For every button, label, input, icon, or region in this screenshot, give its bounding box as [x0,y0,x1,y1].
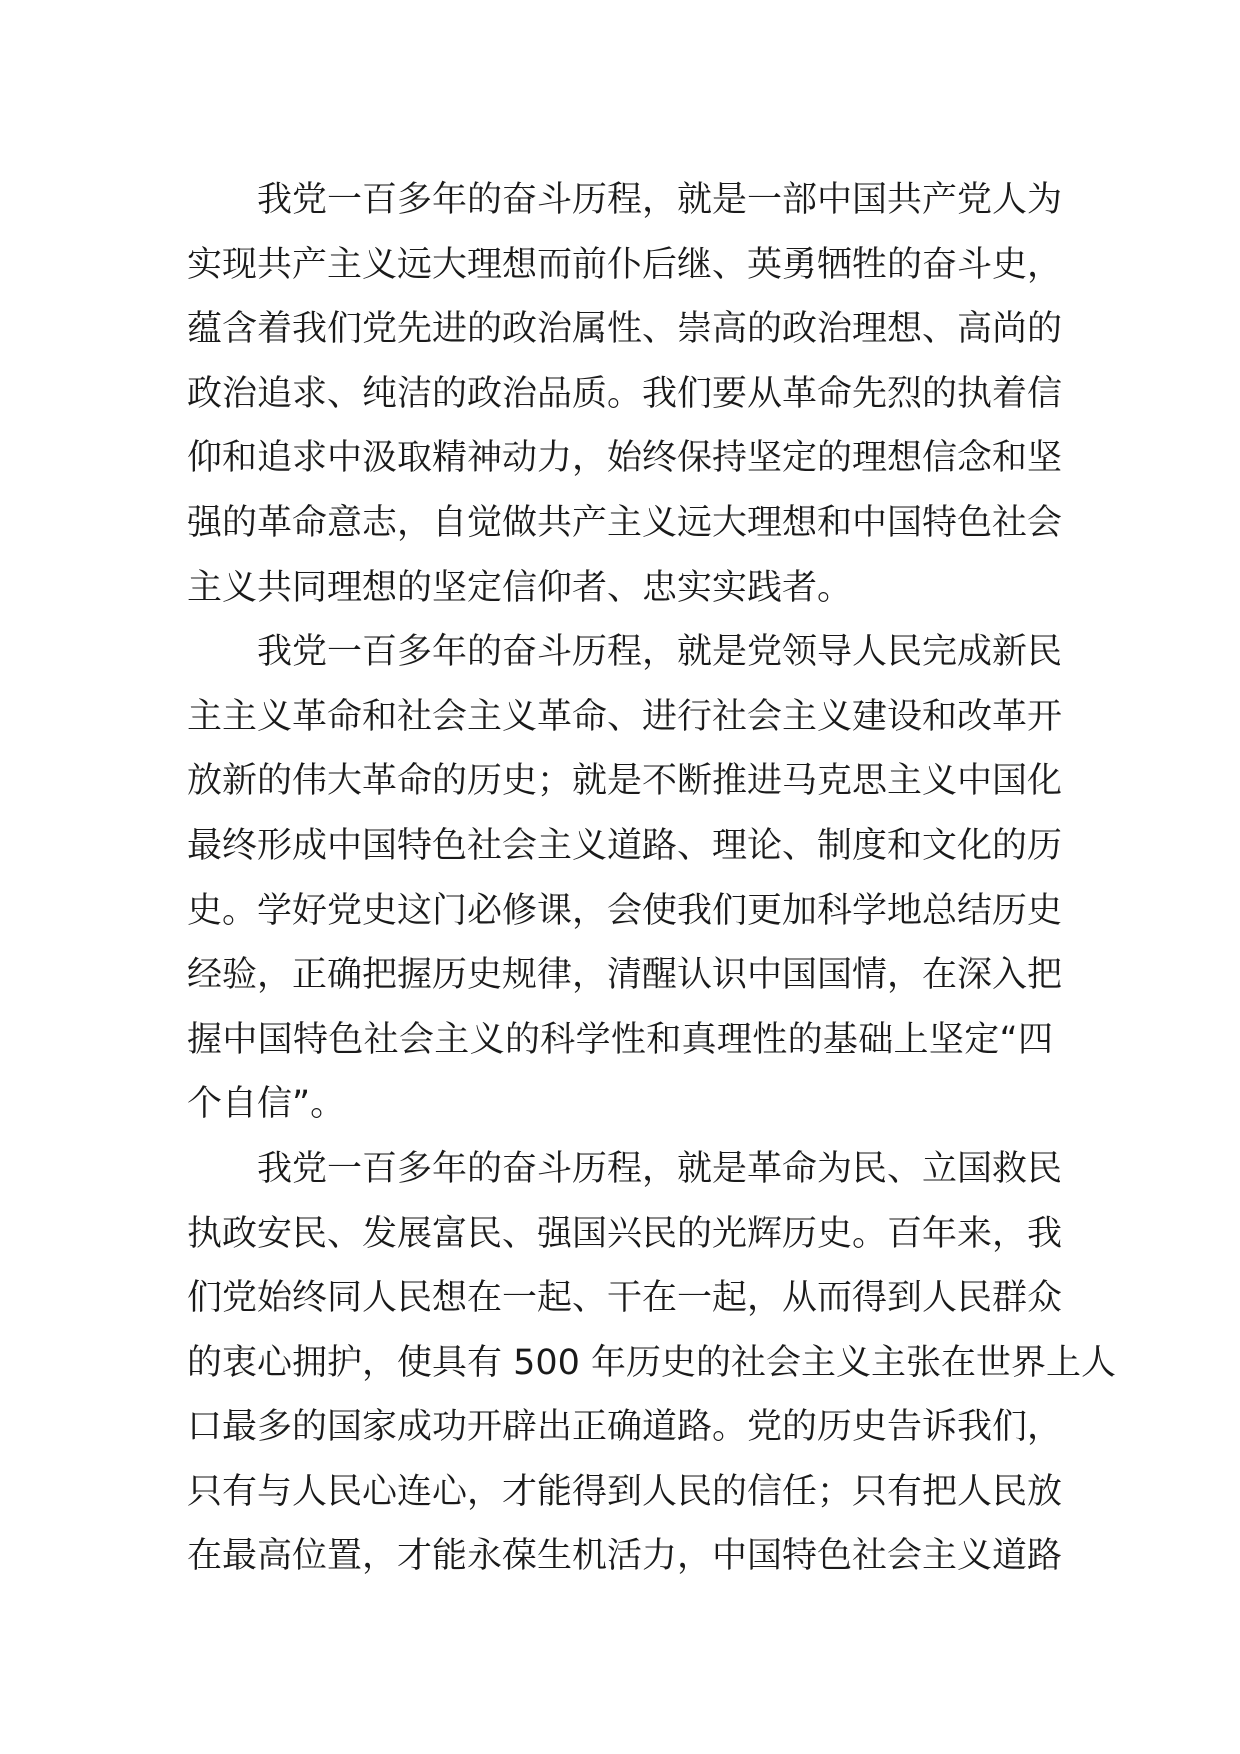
paragraph-1 [187,168,1063,620]
paragraph-line: 强的革命意志，自觉做共产主义远大理想和中国特色社会 [187,502,1063,543]
paragraph-line: 实现共产主义远大理想而前仆后继、英勇牺牲的奋斗史， [187,244,1063,285]
paragraph-line: 主义共同理想的坚定信仰者、忠实实践者。 [187,567,853,608]
paragraph-line: 口最多的国家成功开辟出正确道路。党的历史告诉我们， [187,1407,1063,1448]
paragraph-2 [187,620,1063,1137]
paragraph-line: 史。学好党史这门必修课，会使我们更加科学地总结历史 [187,890,1063,931]
paragraph-line: 政治追求、纯洁的政治品质。我们要从革命先烈的执着信 [187,373,1063,414]
paragraph-line: 最终形成中国特色社会主义道路、理论、制度和文化的历 [187,825,1063,866]
paragraph-line: 们党始终同人民想在一起、干在一起，从而得到人民群众 [187,1278,1063,1319]
paragraph-line: 只有与人民心连心，才能得到人民的信任；只有把人民放 [187,1471,1063,1512]
paragraph-line: 放新的伟大革命的历史；就是不断推进马克思主义中国化 [187,761,1063,802]
paragraph-line: 我党一百多年的奋斗历程，就是一部中国共产党人为 [257,180,1063,220]
paragraph-line: 经验，正确把握历史规律，清醒认识中国国情，在深入把 [187,955,1063,996]
paragraph-line: 在最高位置，才能永葆生机活力，中国特色社会主义道路 [187,1536,1063,1577]
paragraph-line: 握中国特色社会主义的科学性和真理性的基础上坚定“四 [187,1019,1053,1060]
paragraph-line: 仰和追求中汲取精神动力，始终保持坚定的理想信念和坚 [187,438,1063,479]
paragraph-3 [187,1137,1117,1589]
paragraph-line: 蕴含着我们党先进的政治属性、崇高的政治理想、高尚的 [187,309,1063,350]
paragraph-line: 执政安民、发展富民、强国兴民的光辉历史。百年来，我 [187,1213,1063,1254]
body-text [187,168,1117,1589]
paragraph-line: 个自信”。 [187,1084,346,1125]
paragraph-line: 我党一百多年的奋斗历程，就是革命为民、立国救民 [257,1148,1063,1189]
paragraph-line: 的衷心拥护，使具有 500 年历史的社会主义主张在世界上人 [187,1342,1117,1383]
paragraph-line: 主主义革命和社会主义革命、进行社会主义建设和改革开 [187,696,1063,737]
paragraph-line: 我党一百多年的奋斗历程，就是党领导人民完成新民 [257,632,1063,673]
